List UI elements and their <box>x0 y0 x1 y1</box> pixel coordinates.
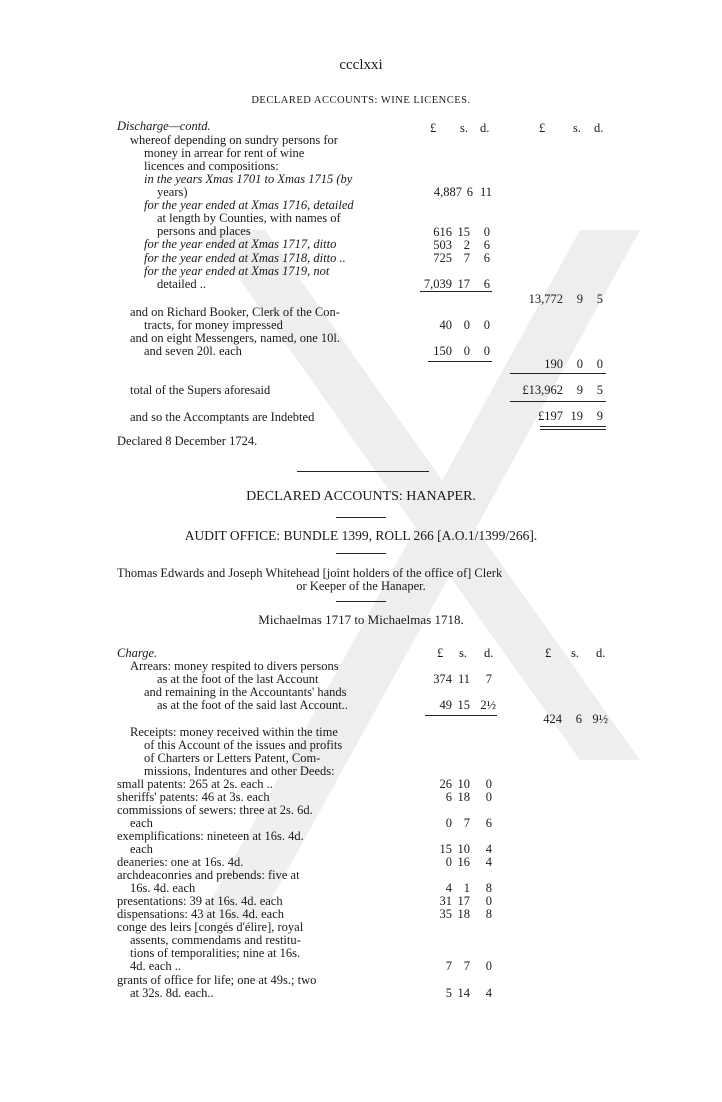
rule <box>428 361 492 362</box>
entry-line: tracts, for money impressed <box>144 318 283 332</box>
amount-pounds: 35 <box>439 907 452 921</box>
entry-line: as at the foot of the last Account <box>157 672 319 686</box>
subtotal-pence: 9½ <box>592 712 608 726</box>
col-head-pounds: £ <box>437 646 444 660</box>
accountants-line: Thomas Edwards and Joseph Whitehead [joint holders of the office of] Clerk <box>117 566 503 580</box>
section-label: Discharge—contd. <box>117 119 211 133</box>
entry-line: of this Account of the issues and profits <box>144 738 343 752</box>
entry-line: 4d. each .. <box>130 959 182 973</box>
amount-shillings: 7 <box>463 816 470 830</box>
entry-line: of Charters or Letters Patent, Com- <box>144 751 321 765</box>
rule <box>336 517 386 518</box>
amount-pounds: 616 <box>433 225 452 239</box>
rule <box>510 373 606 374</box>
amount-pence: 7 <box>485 672 492 686</box>
amount-shillings: 10 <box>457 777 470 791</box>
entry-line: persons and places <box>157 224 251 238</box>
subtotal-shillings: 6 <box>575 712 582 726</box>
entry-line: detailed .. <box>157 277 206 291</box>
amount-shillings: 17 <box>457 894 470 908</box>
col-head-pounds: £ <box>545 646 552 660</box>
amount-pence: 0 <box>485 894 492 908</box>
amount-pence: 6 <box>483 238 490 252</box>
col-head-pence: d. <box>594 121 604 135</box>
amount-pounds: 725 <box>433 251 452 265</box>
entry-line: exemplifications: nineteen at 16s. 4d. <box>117 829 304 843</box>
amount-pence: 0 <box>483 225 490 239</box>
entry-line: 16s. 4d. each <box>130 881 196 895</box>
rule <box>336 553 386 554</box>
entry-line: years) <box>157 185 188 199</box>
entry-line: at length by Counties, with names of <box>157 211 341 225</box>
subtotal-shillings: 9 <box>576 292 583 306</box>
amount-pence: 0 <box>485 777 492 791</box>
col-head-pence: d. <box>596 646 606 660</box>
entry-line: grants of office for life; one at 49s.; two <box>117 973 317 987</box>
entry-line: and so the Accomptants are Indebted <box>130 410 315 424</box>
declared-date: Declared 8 December 1724. <box>117 434 258 448</box>
entry-line: sheriffs' patents: 46 at 3s. each <box>117 790 270 804</box>
amount-shillings: 7 <box>463 959 470 973</box>
entry-line: licences and compositions: <box>144 159 279 173</box>
amount-pence: 6 <box>483 251 490 265</box>
rule <box>420 291 492 292</box>
amount-shillings: 2 <box>463 238 470 252</box>
amount-pence: 4 <box>485 855 492 869</box>
entry-line: total of the Supers aforesaid <box>130 383 271 397</box>
amount-pounds: 0 <box>445 855 452 869</box>
entry-line: and on eight Messengers, named, one 10l. <box>130 331 341 345</box>
entry-line: for the year ended at Xmas 1717, ditto <box>144 237 337 251</box>
entry-line: and seven 20l. each <box>144 344 242 358</box>
amount-pounds: 7 <box>445 959 452 973</box>
entry-line: for the year ended at Xmas 1718, ditto .. <box>144 251 346 265</box>
subtotal-pounds: 13,772 <box>528 292 563 306</box>
amount-shillings: 7 <box>463 251 470 265</box>
audit-reference: AUDIT OFFICE: BUNDLE 1399, ROLL 266 [A.O.1/1399/266]. <box>184 528 538 543</box>
rule <box>540 426 606 427</box>
entry-line: small patents: 265 at 2s. each .. <box>117 777 273 791</box>
entry-line: presentations: 39 at 16s. 4d. each <box>117 894 283 908</box>
entry-line: for the year ended at Xmas 1719, not <box>144 264 330 278</box>
amount-shillings: 6 <box>466 185 473 199</box>
amount-pounds: 15 <box>439 842 452 856</box>
amount-shillings: 11 <box>457 672 470 686</box>
amount-shillings: 0 <box>463 344 470 358</box>
col-head-shillings: s. <box>571 646 579 660</box>
amount-shillings: 18 <box>457 907 470 921</box>
amount-pence: 11 <box>479 185 492 199</box>
col-head-pounds: £ <box>539 121 546 135</box>
col-head-pence: d. <box>484 646 494 660</box>
col-head-shillings: s. <box>460 121 468 135</box>
amount-pounds: 374 <box>433 672 452 686</box>
amount-pence: 6 <box>483 277 490 291</box>
col-head-pounds: £ <box>430 121 437 135</box>
entry-line: commissions of sewers: three at 2s. 6d. <box>117 803 313 817</box>
amount-pence: 2½ <box>480 698 496 712</box>
amount-pence: 0 <box>485 790 492 804</box>
indebted-shillings: 19 <box>570 409 583 423</box>
amount-pounds: 6 <box>445 790 452 804</box>
section-separator <box>297 471 429 472</box>
amount-shillings: 17 <box>457 277 470 291</box>
amount-pounds: 150 <box>433 344 452 358</box>
accountants-line: or Keeper of the Hanaper. <box>296 579 426 593</box>
entry-line: and on Richard Booker, Clerk of the Con- <box>130 305 340 319</box>
amount-pounds: 40 <box>439 318 452 332</box>
amount-pence: 8 <box>485 881 492 895</box>
entry-line: archdeaconries and prebends: five at <box>117 868 300 882</box>
period: Michaelmas 1717 to Michaelmas 1718. <box>258 612 464 627</box>
entry-line: whereof depending on sundry persons for <box>130 133 338 147</box>
subtotal-shillings: 0 <box>576 357 583 371</box>
running-head: DECLARED ACCOUNTS: WINE LICENCES. <box>251 95 471 106</box>
entry-line: tions of temporalities; nine at 16s. <box>130 946 301 960</box>
amount-pounds: 49 <box>439 698 452 712</box>
amount-pounds: 4 <box>445 881 452 895</box>
amount-pence: 4 <box>485 842 492 856</box>
entry-line: money in arrear for rent of wine <box>144 146 305 160</box>
section-label: Charge. <box>117 646 158 660</box>
subtotal-pence: 5 <box>596 292 603 306</box>
amount-pounds: 4,887 <box>433 185 462 199</box>
amount-shillings: 1 <box>463 881 470 895</box>
entry-line: assents, commendams and restitu- <box>130 933 301 947</box>
entry-line: in the years Xmas 1701 to Xmas 1715 (by <box>144 172 353 186</box>
entry-line: each <box>130 816 153 830</box>
total-pounds: £13,962 <box>522 383 563 397</box>
amount-pounds: 503 <box>433 238 452 252</box>
rule <box>540 429 606 430</box>
amount-shillings: 18 <box>457 790 470 804</box>
rule <box>336 601 386 602</box>
amount-pence: 0 <box>483 344 490 358</box>
entry-line: at 32s. 8d. each.. <box>130 986 214 1000</box>
amount-pounds: 0 <box>445 816 452 830</box>
subtotal-pence: 0 <box>596 357 603 371</box>
amount-pence: 0 <box>483 318 490 332</box>
amount-pence: 8 <box>485 907 492 921</box>
indebted-pounds: £197 <box>538 409 563 423</box>
amount-shillings: 14 <box>457 986 470 1000</box>
amount-pounds: 31 <box>439 894 452 908</box>
amount-pence: 6 <box>485 816 492 830</box>
total-shillings: 9 <box>576 383 583 397</box>
entry-line: for the year ended at Xmas 1716, detailed <box>144 198 354 212</box>
amount-shillings: 15 <box>457 698 470 712</box>
amount-pounds: 26 <box>439 777 452 791</box>
subtotal-pounds: 190 <box>544 357 563 371</box>
col-head-shillings: s. <box>573 121 581 135</box>
amount-shillings: 15 <box>457 225 470 239</box>
entry-line: conge des leirs [congés d'élire], royal <box>117 920 304 934</box>
col-head-pence: d. <box>480 121 490 135</box>
rule <box>425 715 497 716</box>
page-number: ccclxxi <box>339 57 383 73</box>
subtotal-pounds: 424 <box>543 712 562 726</box>
entry-line: deaneries: one at 16s. 4d. <box>117 855 244 869</box>
rule <box>510 401 606 402</box>
indebted-pence: 9 <box>596 409 603 423</box>
amount-pounds: 5 <box>445 986 452 1000</box>
entry-line: and remaining in the Accountants' hands <box>144 685 347 699</box>
entry-line: dispensations: 43 at 16s. 4d. each <box>117 907 284 921</box>
amount-pence: 4 <box>485 986 492 1000</box>
amount-pounds: 7,039 <box>423 277 452 291</box>
entry-line: Receipts: money received within the time <box>130 725 338 739</box>
amount-shillings: 10 <box>457 842 470 856</box>
entry-line: missions, Indentures and other Deeds: <box>144 764 335 778</box>
amount-shillings: 16 <box>457 855 470 869</box>
col-head-shillings: s. <box>459 646 467 660</box>
entry-line: each <box>130 842 153 856</box>
hanaper-title: DECLARED ACCOUNTS: HANAPER. <box>246 489 476 504</box>
amount-shillings: 0 <box>463 318 470 332</box>
entry-line: as at the foot of the said last Account.. <box>157 698 348 712</box>
amount-pence: 0 <box>485 959 492 973</box>
total-pence: 5 <box>596 383 603 397</box>
entry-line: Arrears: money respited to divers persons <box>130 659 339 673</box>
